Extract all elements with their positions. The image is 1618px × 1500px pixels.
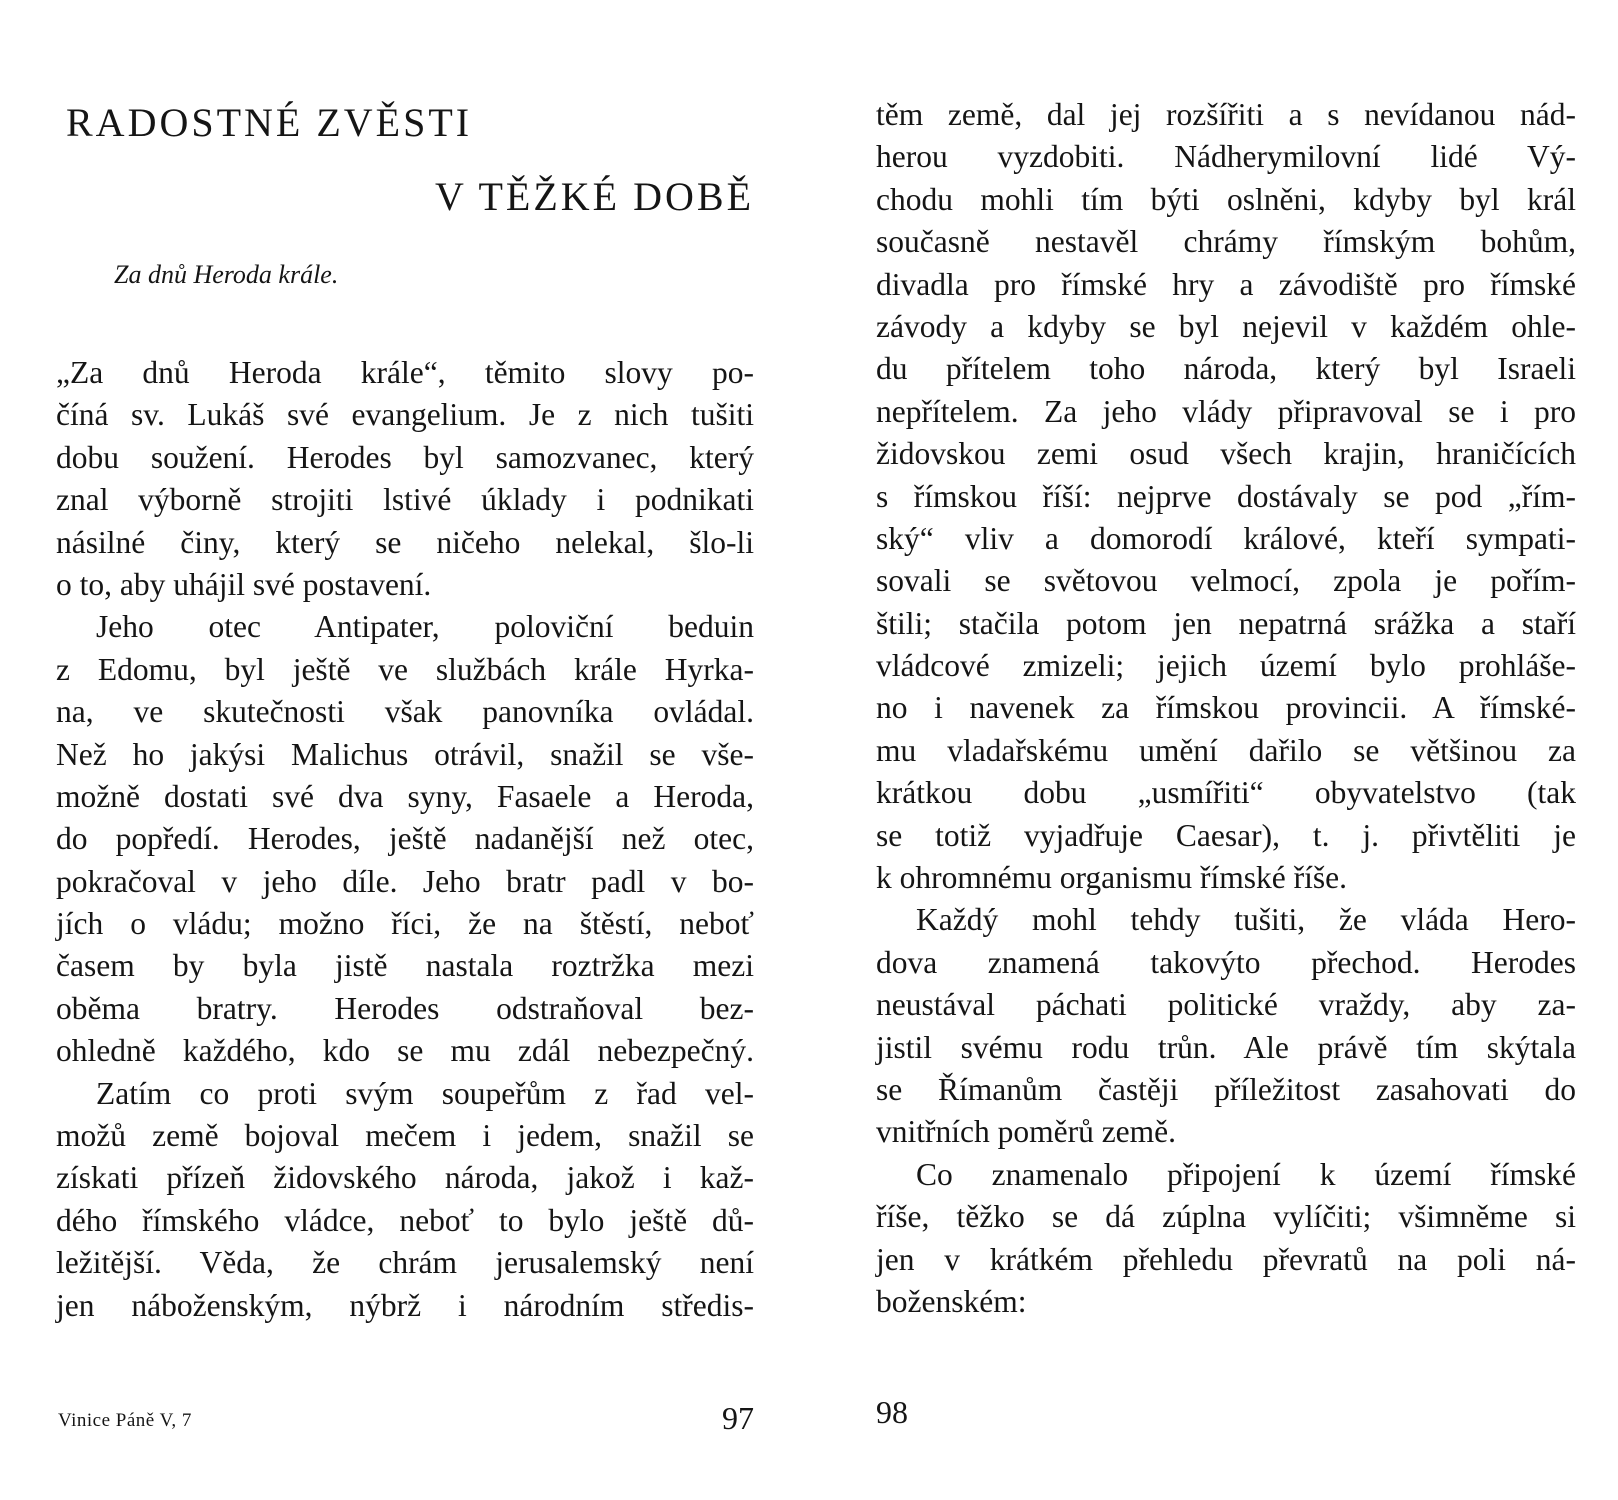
text-line: současně nestavěl chrámy římským bohům, (876, 224, 1576, 260)
chapter-title-line-1: RADOSTNÉ ZVĚSTI (66, 100, 473, 145)
text-line: oběma bratry. Herodes odstraňoval bez- (56, 990, 754, 1026)
text-line: získati přízeň židovského národa, jakož i kaž- (56, 1160, 754, 1196)
text-line: pokračoval v jeho díle. Jeho bratr padl v bo- (56, 863, 754, 899)
text-line: do popředí. Herodes, ještě nadanější než otec, (56, 821, 754, 857)
text-line: ležitější. Věda, že chrám jerusalemský není (56, 1245, 754, 1281)
text-line: boženském: (876, 1283, 1027, 1319)
text-line: se Římanům častěji příležitost zasahovati do (876, 1071, 1576, 1107)
text-line: dobu soužení. Herodes byl samozvanec, který (56, 439, 754, 475)
text-line: jistil svému rodu trůn. Ale právě tím skýtala (876, 1029, 1576, 1065)
text-line: chodu mohli tím býti oslněni, kdyby byl král (876, 181, 1576, 217)
chapter-subtitle: Za dnů Heroda krále. (114, 260, 339, 289)
right-body-text (876, 94, 1576, 1323)
left-page (56, 0, 754, 1500)
text-line: se totiž vyjadřuje Caesar), t. j. přivtěliti je (876, 817, 1576, 853)
text-line: jen náboženským, nýbrž i národním středis- (56, 1287, 754, 1323)
text-line: Zatím co proti svým soupeřům z řad vel- (96, 1075, 754, 1111)
text-line: Co znamenalo připojení k území římské (916, 1156, 1576, 1192)
text-line: ohledně každého, kdo se mu zdál nebezpečný. (56, 1033, 754, 1069)
text-line: na, ve skutečnosti však panovníka ovládal. (56, 694, 754, 730)
text-line: možů země bojoval mečem i jedem, snažil se (56, 1118, 754, 1154)
text-line: no i navenek za římskou provincii. A římské- (876, 690, 1576, 726)
text-line: Každý mohl tehdy tušiti, že vláda Hero- (916, 902, 1576, 938)
text-line: znal výborně strojiti lstivé úklady i podnikati (56, 482, 754, 518)
page-number-right: 98 (876, 1394, 908, 1430)
text-line: štili; stačila potom jen nepatrná srážka a staří (876, 605, 1576, 641)
text-line: židovskou zemi osud všech krajin, hraničících (876, 436, 1576, 472)
text-line: těm země, dal jej rozšířiti a s nevídanou nád- (876, 97, 1576, 132)
chapter-title-line-2: V TĚŽKÉ DOBĚ (435, 174, 754, 219)
text-line: du přítelem toho národa, který byl Israeli (876, 351, 1576, 387)
text-line: herou vyzdobiti. Nádherymilovní lidé Vý- (876, 139, 1576, 175)
page-number-left: 97 (722, 1400, 754, 1436)
text-line: z Edomu, byl ještě ve službách krále Hyrka- (56, 651, 754, 687)
text-line: vládcové zmizeli; jejich území bylo prohláše- (876, 648, 1576, 684)
text-line: Jeho otec Antipater, poloviční beduin (96, 609, 754, 645)
text-line: Než ho jakýsi Malichus otrávil, snažil se vše- (56, 736, 754, 772)
text-line: mu vladařskému umění dařilo se většinou za (876, 732, 1576, 768)
right-page (876, 0, 1576, 1500)
text-line: jen v krátkém přehledu převratů na poli ná- (876, 1241, 1576, 1277)
left-body-text (56, 352, 754, 1327)
text-line: sovali se světovou velmocí, zpola je pořím- (876, 563, 1576, 599)
text-line: říše, těžko se dá zúplna vylíčiti; všimněme si (876, 1199, 1576, 1235)
text-line: krátkou dobu „usmířiti“ obyvatelstvo (tak (876, 775, 1576, 811)
text-line: možně dostati své dva syny, Fasaele a Heroda, (56, 778, 754, 814)
text-line: závody a kdyby se byl nejevil v každém ohle- (876, 308, 1576, 344)
text-line: divadla pro římské hry a závodiště pro římské (876, 266, 1576, 302)
text-line: neustával páchati politické vraždy, aby za- (876, 987, 1576, 1023)
text-line: s římskou říší: nejprve dostávaly se pod „řím- (876, 478, 1576, 514)
text-line: k ohromnému organismu římské říše. (876, 860, 1347, 896)
footer-signature: Vinice Páně V, 7 (58, 1410, 192, 1431)
text-line: jích o vládu; možno říci, že na štěstí, neboť (56, 906, 754, 942)
text-line: vnitřních poměrů země. (876, 1114, 1177, 1150)
text-line: číná sv. Lukáš své evangelium. Je z nich tušiti (56, 397, 754, 433)
text-line: dova znamená takovýto přechod. Herodes (876, 944, 1576, 980)
text-line: násilné činy, který se ničeho nelekal, šlo-li (56, 524, 754, 560)
text-line: „Za dnů Heroda krále“, těmito slovy po- (56, 355, 754, 390)
text-line: ský“ vliv a domorodí králové, kteří sympati- (876, 520, 1576, 556)
text-line: časem by byla jistě nastala roztržka mezi (56, 948, 754, 984)
text-line: nepřítelem. Za jeho vlády připravoval se i pro (876, 393, 1576, 429)
text-line: dého římského vládce, neboť to bylo ještě dů- (56, 1202, 754, 1238)
text-line: o to, aby uhájil své postavení. (56, 566, 432, 602)
